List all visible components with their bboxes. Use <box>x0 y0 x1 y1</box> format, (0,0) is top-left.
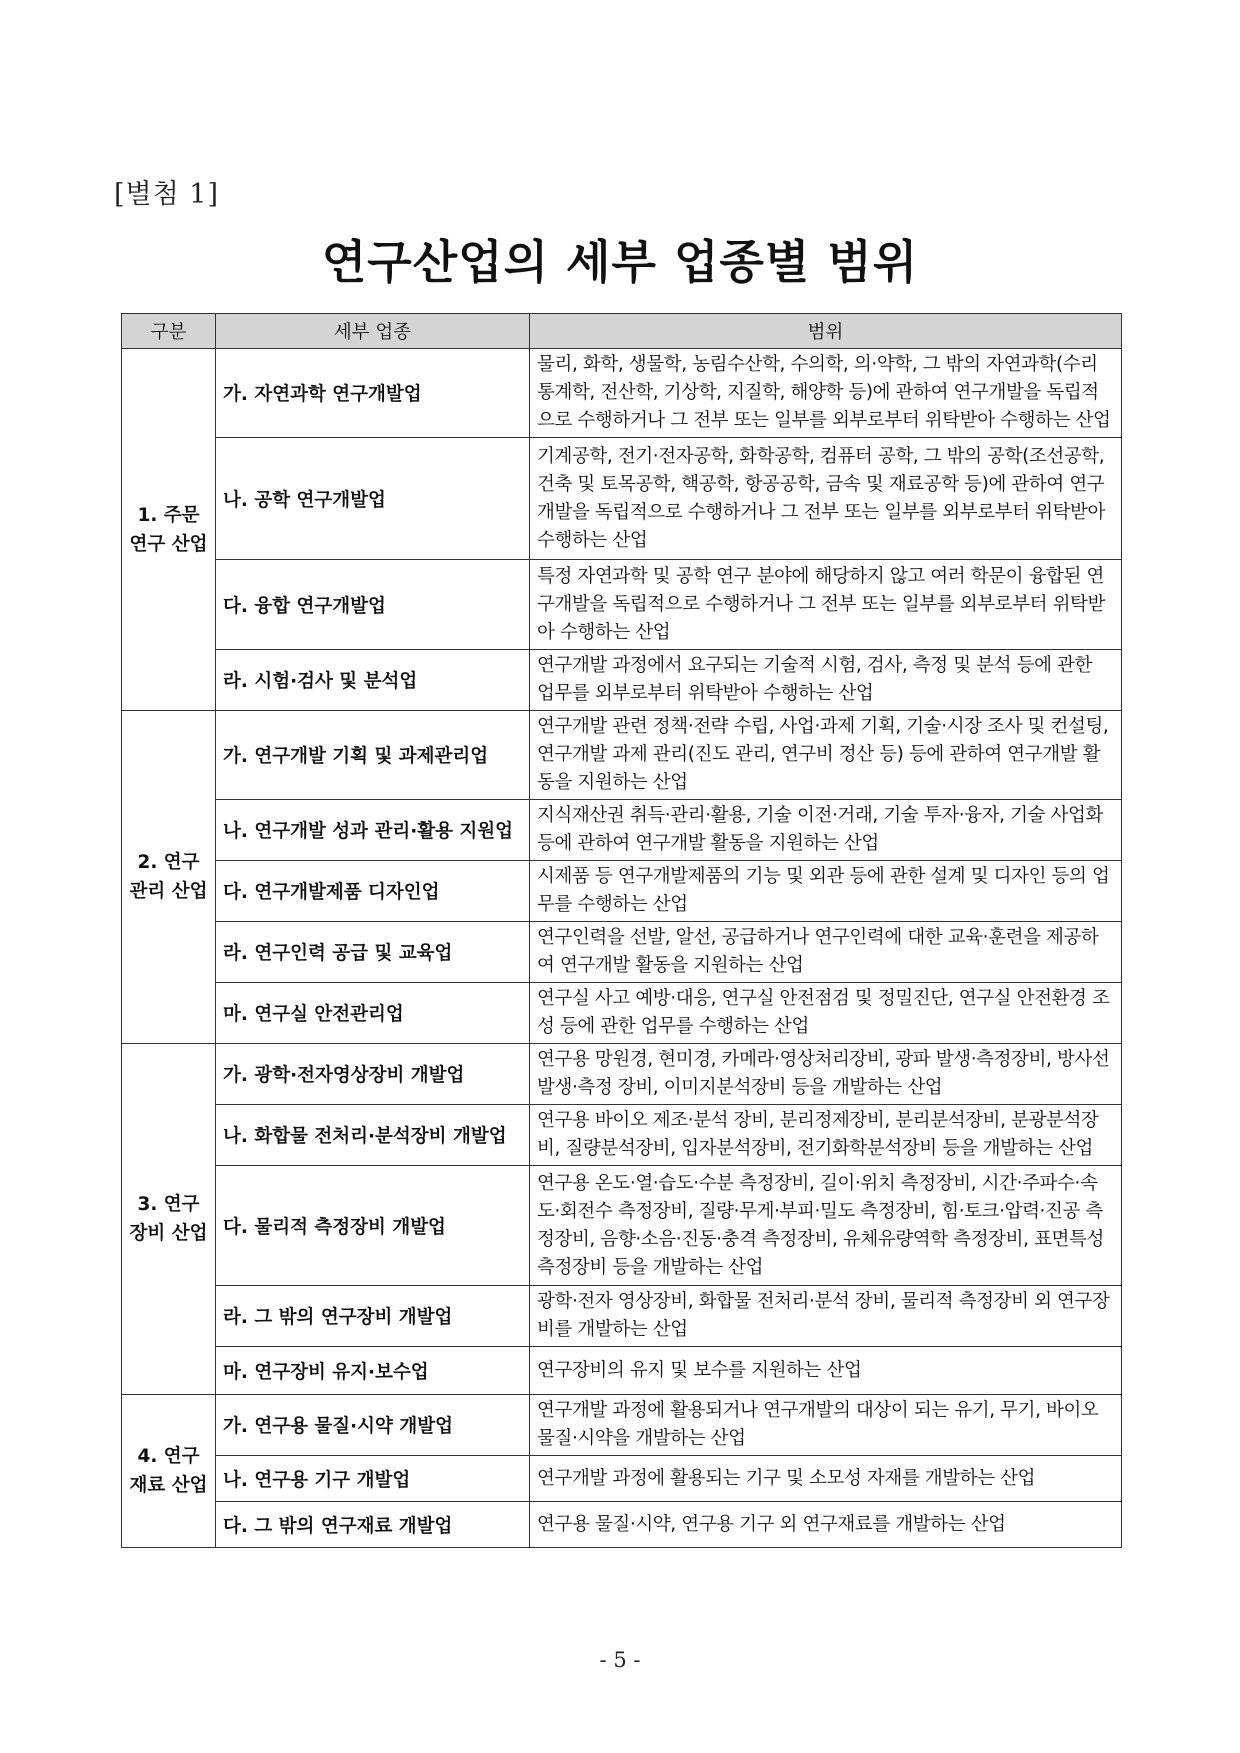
scope-cell: 연구용 바이오 제조·분석 장비, 분리정제장비, 분리분석장비, 분광분석장비, 질량분석장비, 입자분석장비, 전기화학분석장비 등을 개발하는 산업 <box>530 1105 1122 1166</box>
header-category: 구분 <box>122 314 216 349</box>
scope-cell: 연구개발 관련 정책·전략 수립, 사업·과제 기획, 기술·시장 조사 및 컨설팅, 연구개발 과제 관리(진도 관리, 연구비 정산 등) 등에 관하여 연구개발 활동을 지원하는 산업 <box>530 711 1122 800</box>
scope-cell: 연구개발 과정에 활용되거나 연구개발의 대상이 되는 유기, 무기, 바이오 물질·시약을 개발하는 산업 <box>530 1395 1122 1456</box>
table-row <box>122 1502 1122 1548</box>
table-row <box>122 1044 1122 1105</box>
table-row <box>122 650 1122 711</box>
industry-cell: 다. 그 밖의 연구재료 개발업 <box>216 1502 530 1548</box>
table-row <box>122 861 1122 922</box>
scope-cell: 연구인력을 선발, 알선, 공급하거나 연구인력에 대한 교육·훈련을 제공하여 연구개발 활동을 지원하는 산업 <box>530 922 1122 983</box>
scope-cell: 연구용 망원경, 현미경, 카메라·영상처리장비, 광파 발생·측정장비, 방사선 발생·측정 장비, 이미지분석장비 등을 개발하는 산업 <box>530 1044 1122 1105</box>
table-row <box>122 1286 1122 1347</box>
header-industry: 세부 업종 <box>216 314 530 349</box>
table-row <box>122 800 1122 861</box>
industry-scope-table <box>121 313 1122 1548</box>
table-row <box>122 1105 1122 1166</box>
table-row <box>122 922 1122 983</box>
industry-cell: 가. 연구용 물질·시약 개발업 <box>216 1395 530 1456</box>
document-title: 연구산업의 세부 업종별 범위 <box>321 235 919 289</box>
scope-cell: 특정 자연과학 및 공학 연구 분야에 해당하지 않고 여러 학문이 융합된 연구개발을 독립적으로 수행하거나 그 전부 또는 일부를 외부로부터 위탁받아 수행하는 산업 <box>530 560 1122 650</box>
industry-cell: 나. 화합물 전처리·분석장비 개발업 <box>216 1105 530 1166</box>
industry-cell: 다. 연구개발제품 디자인업 <box>216 861 530 922</box>
industry-cell: 가. 자연과학 연구개발업 <box>216 349 530 438</box>
industry-cell: 라. 시험·검사 및 분석업 <box>216 650 530 711</box>
table-row <box>122 711 1122 800</box>
scope-cell: 연구용 물질·시약, 연구용 기구 외 연구재료를 개발하는 산업 <box>530 1502 1122 1548</box>
header-scope: 범위 <box>530 314 1122 349</box>
industry-cell: 라. 그 밖의 연구장비 개발업 <box>216 1286 530 1347</box>
scope-cell: 시제품 등 연구개발제품의 기능 및 외관 등에 관한 설계 및 디자인 등의 업무를 수행하는 산업 <box>530 861 1122 922</box>
category-cell: 1. 주문 연구 산업 <box>122 349 216 711</box>
scope-cell: 연구용 온도·열·습도·수분 측정장비, 길이·위치 측정장비, 시간·주파수·속도·회전수 측정장비, 질량·무게·부피·밀도 측정장비, 힘·토크·압력·진공 측정장비, 음향·소음·진동·충격 측정장비, 유체유량역학 측정장비, 표면특성 측정장비 등을 개발하는 산업 <box>530 1166 1122 1286</box>
scope-cell: 기계공학, 전기·전자공학, 화학공학, 컴퓨터 공학, 그 밖의 공학(조선공학, 건축 및 토목공학, 핵공학, 항공공학, 금속 및 재료공학 등)에 관하여 연구개발을 독립적으로 수행하거나 그 전부 또는 일부를 외부로부터 위탁받아 수행하는 산업 <box>530 438 1122 560</box>
table-row <box>122 1395 1122 1456</box>
industry-cell: 나. 연구개발 성과 관리·활용 지원업 <box>216 800 530 861</box>
category-cell: 4. 연구 재료 산업 <box>122 1395 216 1548</box>
scope-cell: 연구장비의 유지 및 보수를 지원하는 산업 <box>530 1347 1122 1395</box>
industry-cell: 마. 연구장비 유지·보수업 <box>216 1347 530 1395</box>
scope-cell: 연구개발 과정에 활용되는 기구 및 소모성 자재를 개발하는 산업 <box>530 1456 1122 1502</box>
scope-cell: 지식재산권 취득·관리·활용, 기술 이전·거래, 기술 투자·융자, 기술 사업화 등에 관하여 연구개발 활동을 지원하는 산업 <box>530 800 1122 861</box>
industry-cell: 라. 연구인력 공급 및 교육업 <box>216 922 530 983</box>
scope-cell: 물리, 화학, 생물학, 농림수산학, 수의학, 의·약학, 그 밖의 자연과학(수리통계학, 전산학, 기상학, 지질학, 해양학 등)에 관하여 연구개발을 독립적으로 수행하거나 그 전부 또는 일부를 외부로부터 위탁받아 수행하는 산업 <box>530 349 1122 438</box>
table-row <box>122 1166 1122 1286</box>
table-row <box>122 438 1122 560</box>
page-number: - 5 - <box>599 1648 641 1672</box>
category-cell: 3. 연구 장비 산업 <box>122 1044 216 1395</box>
scope-cell: 광학·전자 영상장비, 화합물 전처리·분석 장비, 물리적 측정장비 외 연구장비를 개발하는 산업 <box>530 1286 1122 1347</box>
industry-cell: 나. 공학 연구개발업 <box>216 438 530 560</box>
scope-cell: 연구실 사고 예방·대응, 연구실 안전점검 및 정밀진단, 연구실 안전환경 조성 등에 관한 업무를 수행하는 산업 <box>530 983 1122 1044</box>
industry-cell: 가. 광학·전자영상장비 개발업 <box>216 1044 530 1105</box>
category-cell: 2. 연구 관리 산업 <box>122 711 216 1044</box>
table-row <box>122 560 1122 650</box>
table-row <box>122 1347 1122 1395</box>
industry-cell: 가. 연구개발 기획 및 과제관리업 <box>216 711 530 800</box>
industry-cell: 다. 융합 연구개발업 <box>216 560 530 650</box>
table-header-row <box>122 314 1122 349</box>
industry-cell: 다. 물리적 측정장비 개발업 <box>216 1166 530 1286</box>
scope-cell: 연구개발 과정에서 요구되는 기술적 시험, 검사, 측정 및 분석 등에 관한 업무를 외부로부터 위탁받아 수행하는 산업 <box>530 650 1122 711</box>
annex-label: [별첨 1] <box>114 179 219 210</box>
table-row <box>122 349 1122 438</box>
industry-cell: 마. 연구실 안전관리업 <box>216 983 530 1044</box>
industry-cell: 나. 연구용 기구 개발업 <box>216 1456 530 1502</box>
table-row <box>122 1456 1122 1502</box>
table-row <box>122 983 1122 1044</box>
